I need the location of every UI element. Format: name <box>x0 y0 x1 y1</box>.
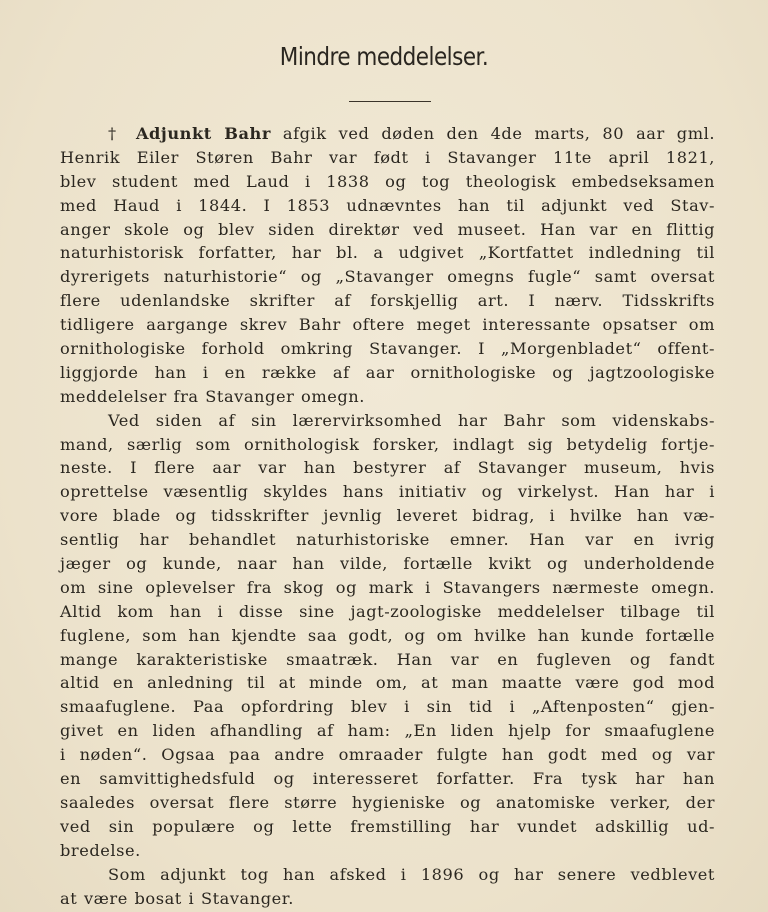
text-line: naturhistorisk forfatter, har bl. a udgivet „Kortfattet indledning til <box>60 243 715 263</box>
text-line: tidligere aargange skrev Bahr oftere meget interessante opsatser om <box>60 315 715 335</box>
text-line: meddelelser fra Stavanger omegn. <box>60 386 365 406</box>
text-line: smaafuglene. Paa opfordring blev i sin tid i „Aftenposten“ gjen- <box>60 697 715 717</box>
text-line: oprettelse væsentlig skyldes hans initiativ og virkelyst. Han har i <box>60 482 715 502</box>
text-line <box>60 122 715 146</box>
text-line: blev student med Laud i 1838 og tog theologisk embedseksamen <box>60 171 715 191</box>
text-line: mange karakteristiske smaatræk. Han var en fugleven og fandt <box>60 649 715 669</box>
dagger-mark: † <box>108 124 122 143</box>
text-line: altid en anledning til at minde om, at man maatte være god mod <box>60 673 715 693</box>
text-line: i nøden“. Ogsaa paa andre omraader fulgte han godt med og var <box>60 745 715 765</box>
text-line: vore blade og tidsskrifter jevnlig leveret bidrag, i hvilke han væ- <box>60 506 715 526</box>
title-divider <box>349 101 431 102</box>
text-line: en samvittighedsfuld og interesseret forfatter. Fra tysk har han <box>60 769 715 789</box>
text-line: givet en liden afhandling af ham: „En liden hjelp for smaafuglene <box>60 721 715 741</box>
text-line: med Haud i 1844. I 1853 udnævntes han til adjunkt ved Stav- <box>60 195 715 215</box>
text-line: Som adjunkt tog han afsked i 1896 og har senere vedblevet <box>108 864 715 884</box>
text-line: anger skole og blev siden direktør ved museet. Han var en flittig <box>60 219 715 239</box>
text-line: at være bosat i Stavanger. <box>60 888 294 908</box>
obituary-name: Adjunkt Bahr <box>135 124 271 143</box>
text-line: sentlig har behandlet naturhistoriske emner. Han var en ivrig <box>60 530 715 550</box>
article-body <box>60 122 715 910</box>
text-line: Altid kom han i disse sine jagt-zoologiske meddelelser tilbage til <box>60 601 715 621</box>
text-line: Henrik Eiler Støren Bahr var født i Stavanger 11te april 1821, <box>60 147 715 167</box>
page-title: Mindre meddelelser. <box>279 42 489 71</box>
text-line: ornithologiske forhold omkring Stavanger. I „Morgenbladet“ offent- <box>60 339 715 359</box>
text-line: fuglene, som han kjendte saa godt, og om hvilke han kunde fortælle <box>60 625 715 645</box>
text-line: Ved siden af sin lærervirksomhed har Bahr som videnskabs- <box>108 410 715 430</box>
text-line: saaledes oversat flere større hygieniske og anatomiske verker, der <box>60 792 715 812</box>
line-text: afgik ved døden den 4de marts, 80 aar gml. <box>282 124 716 143</box>
text-line: ved sin populære og lette fremstilling har vundet adskillig ud- <box>60 816 715 836</box>
text-line: mand, særlig som ornithologisk forsker, indlagt sig betydelig fortje- <box>60 434 715 454</box>
text-line: neste. I flere aar var han bestyrer af Stavanger museum, hvis <box>60 458 715 478</box>
text-line: liggjorde han i en række af aar ornithologiske og jagtzoologiske <box>60 362 715 382</box>
text-line: flere udenlandske skrifter af forskjellig art. I nærv. Tidsskrifts <box>60 291 715 311</box>
text-line: om sine oplevelser fra skog og mark i Stavangers nærmeste omegn. <box>60 577 715 597</box>
text-line: jæger og kunde, naar han vilde, fortælle kvikt og underholdende <box>60 554 715 574</box>
text-line: dyrerigets naturhistorie“ og „Stavanger omegns fugle“ samt oversat <box>60 267 715 287</box>
text-line: bredelse. <box>60 840 141 860</box>
